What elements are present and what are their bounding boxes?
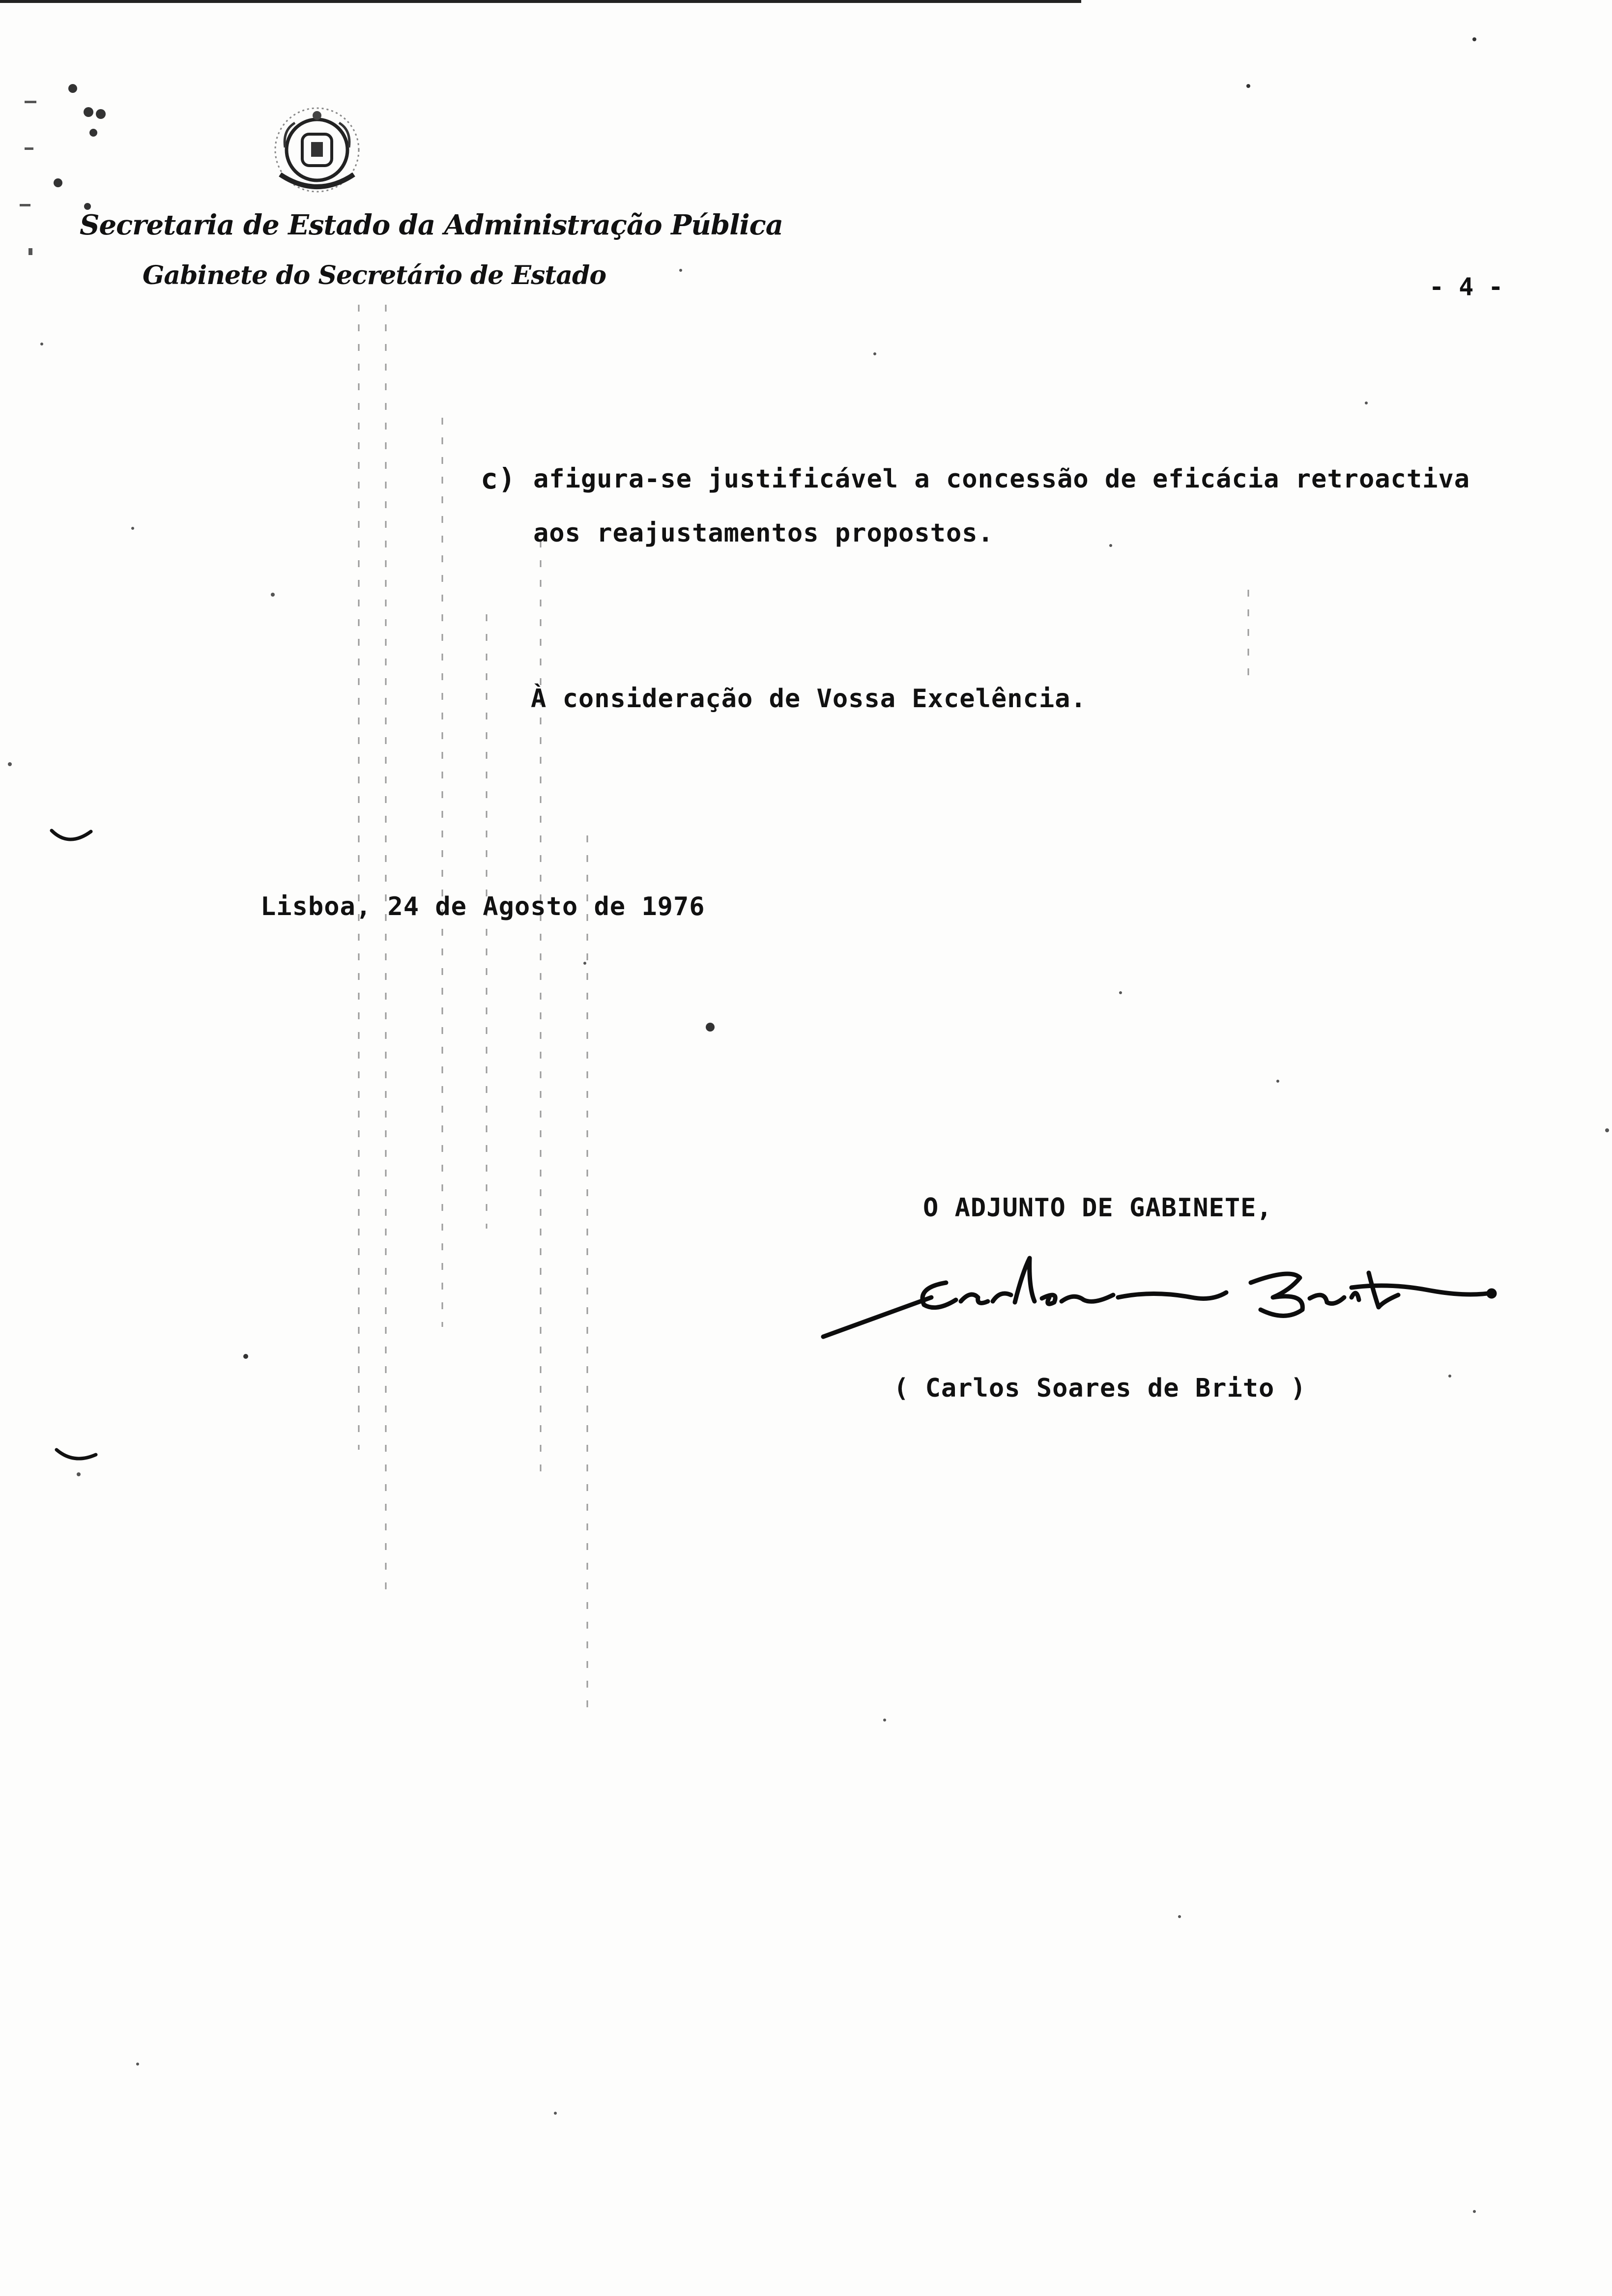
item-c-label: c) bbox=[481, 462, 516, 495]
margin-check-icon bbox=[49, 826, 93, 855]
signatory-name: ( Carlos Soares de Brito ) bbox=[893, 1374, 1306, 1403]
margin-check-icon bbox=[54, 1445, 98, 1474]
signatory-title: O ADJUNTO DE GABINETE, bbox=[923, 1193, 1272, 1223]
letterhead-department: Secretaria de Estado da Administração Pública bbox=[80, 209, 783, 241]
item-c-text-line-2: aos reajustamentos propostos. bbox=[533, 518, 994, 548]
closing-consideration: À consideração de Vossa Excelência. bbox=[531, 684, 1087, 714]
handwritten-signature bbox=[818, 1243, 1501, 1347]
page-number: - 4 - bbox=[1429, 273, 1503, 301]
coat-of-arms-seal-icon bbox=[260, 101, 374, 204]
item-c-text-line-1: afigura-se justificável a concessão de eficácia retroactiva bbox=[533, 464, 1470, 494]
date-line: Lisboa, 24 de Agosto de 1976 bbox=[260, 892, 705, 921]
letterhead-office: Gabinete do Secretário de Estado bbox=[143, 260, 606, 290]
